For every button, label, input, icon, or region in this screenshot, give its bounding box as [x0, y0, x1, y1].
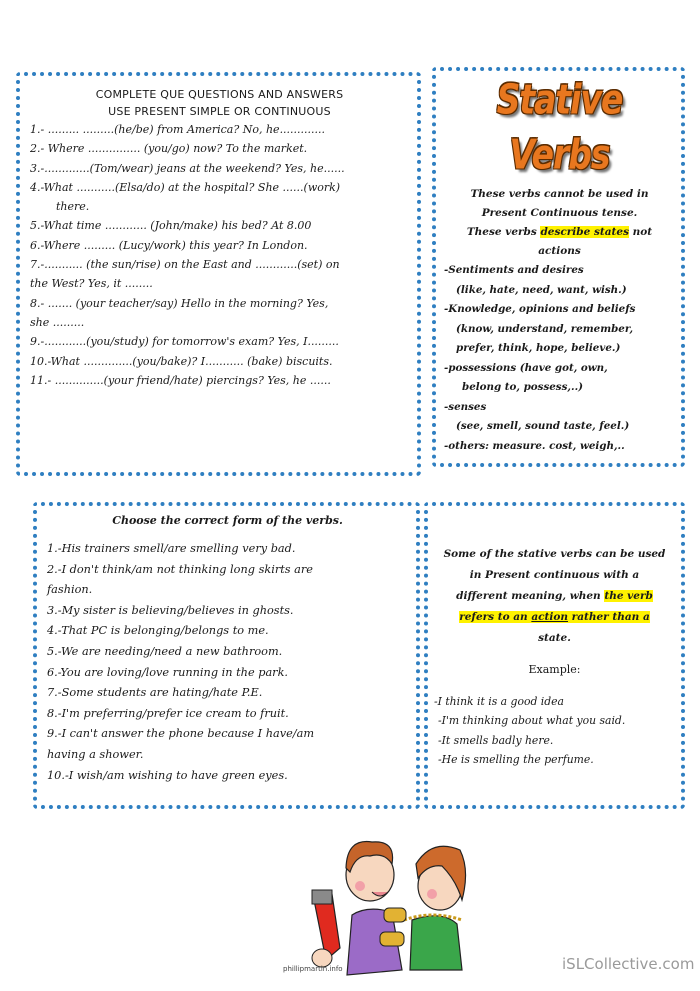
exercise-choose-form — [33, 502, 420, 809]
exercise-line: fashion. — [47, 583, 93, 597]
paragraph-line: Some of the stative verbs can be used — [443, 548, 666, 560]
question-line: she ......... — [30, 315, 85, 329]
question-line: 4.-What ...........(Elsa/do) at the hospital? She ......(work) — [30, 180, 341, 194]
intro-text: not — [629, 226, 653, 238]
category-examples: (see, smell, sound taste, feel.) — [456, 420, 630, 432]
exercise-line: 3.-My sister is believing/believes in ghosts. — [47, 603, 294, 617]
stative-verbs-info — [432, 67, 685, 467]
question-line: 7.-........... (the sun/rise) on the East and ............(set) on — [30, 258, 340, 272]
exercise-line: 4.-That PC is belonging/belongs to me. — [47, 624, 269, 638]
exercise-line: 10.-I wish/am wishing to have green eyes. — [47, 768, 288, 782]
exception-paragraph — [434, 544, 675, 649]
question-line: 6.-Where ......... (Lucy/work) this year? In London. — [30, 238, 308, 252]
cartoon-illustration — [292, 820, 492, 980]
exercise-line: 2.-I don't think/am not thinking long skirts are — [47, 562, 313, 576]
paragraph-text: different meaning, when — [456, 590, 605, 602]
question-line: 3.-.............(Tom/wear) jeans at the weekend? Yes, he...... — [30, 161, 345, 175]
stative-verbs-logo: Stative Verbs — [496, 74, 623, 179]
paragraph-line — [434, 586, 675, 607]
exercise-line: 8.-I'm preferring/prefer ice cream to fruit. — [47, 706, 289, 720]
paragraph-line: state. — [538, 632, 571, 644]
illustration-credit: phillipmartin.info — [283, 965, 343, 973]
highlighted-text: refers to an — [459, 611, 532, 623]
category-line: -Sentiments and desires — [444, 264, 584, 276]
example-line: -He is smelling the perfume. — [438, 752, 594, 766]
intro-line: These verbs cannot be used in — [470, 188, 649, 200]
example-line: -I'm thinking about what you said. — [438, 714, 626, 728]
question-line: 10.-What ..............(you/bake)? I........... (bake) biscuits. — [30, 354, 333, 368]
exercise-line: 5.-We are needing/need a new bathroom. — [47, 644, 283, 658]
category-examples: prefer, think, hope, believe.) — [456, 342, 621, 354]
question-line: 11.- ..............(your friend/hate) piercings? Yes, he ...... — [30, 373, 331, 387]
highlighted-text: rather than a — [568, 611, 650, 623]
stative-exceptions-info — [424, 502, 685, 809]
example-line: -I think it is a good idea — [434, 695, 564, 708]
example-line: -It smells badly here. — [438, 733, 554, 747]
category-line: -others: measure. cost, weigh,.. — [444, 439, 625, 452]
underlined-highlighted-text: action — [531, 611, 569, 623]
intro-line: actions — [538, 245, 581, 257]
exercise-line: 7.-Some students are hating/hate P.E. — [47, 686, 263, 700]
question-line: 1.- ......... .........(he/be) from America? No, he............. — [30, 123, 326, 136]
exercise-line: 1.-His trainers smell/are smelling very bad. — [47, 542, 296, 555]
question-line: 8.- ....... (your teacher/say) Hello in the morning? Yes, — [30, 296, 329, 310]
example-label: Example: — [528, 663, 581, 676]
exercise-title-line: USE PRESENT SIMPLE OR CONTINUOUS — [108, 105, 331, 118]
category-line: -Knowledge, opinions and beliefs — [444, 303, 636, 315]
intro-line — [444, 223, 675, 242]
category-line: -possessions (have got, own, — [444, 361, 608, 374]
question-line: 9.-............(you/study) for tomorrow's exam? Yes, I......... — [30, 335, 339, 349]
category-examples: belong to, possess,..) — [462, 381, 584, 393]
intro-text: These verbs — [466, 226, 541, 238]
exercise-line: having a shower. — [47, 747, 144, 761]
exercise-line: 6.-You are loving/love running in the park. — [47, 665, 289, 679]
question-line: 2.- Where ............... (you/go) now? To the market. — [30, 142, 308, 156]
category-examples: (like, hate, need, want, wish.) — [456, 283, 627, 296]
highlighted-text: the verb — [604, 590, 653, 602]
paragraph-line: in Present continuous with a — [469, 569, 640, 581]
category-examples: (know, understand, remember, — [456, 322, 634, 335]
site-watermark: iSLCollective.com — [562, 955, 695, 973]
category-line: -senses — [444, 400, 487, 413]
exercise-title: Choose the correct form of the verbs. — [112, 514, 343, 527]
exercise-line: 9.-I can't answer the phone because I have/am — [47, 727, 315, 741]
intro-line: Present Continuous tense. — [481, 207, 638, 219]
highlighted-text: describe states — [540, 226, 629, 238]
question-line: 5.-What time ............ (John/make) his bed? At 8.00 — [30, 219, 312, 233]
exercise-title-line: COMPLETE QUE QUESTIONS AND ANSWERS — [95, 88, 344, 101]
paragraph-line — [434, 607, 675, 628]
exercise-complete-questions — [16, 72, 421, 476]
question-line: there. — [56, 200, 90, 214]
question-line: the West? Yes, it ........ — [30, 277, 153, 291]
